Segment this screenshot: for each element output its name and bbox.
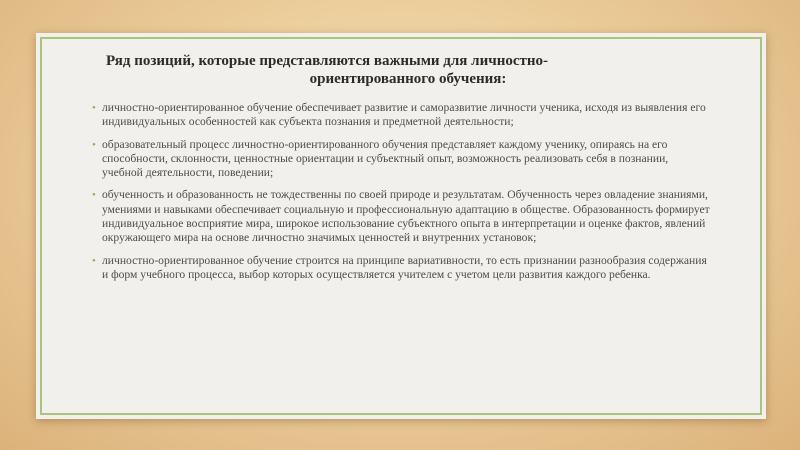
bullet-icon: • <box>92 102 96 114</box>
slide-title <box>106 52 710 88</box>
bullet-item <box>94 188 710 245</box>
slide-title-line-1: Ряд позиций, которые представляются важными для личностно- <box>106 53 548 69</box>
slide-content <box>94 52 710 290</box>
bullet-list <box>94 101 710 282</box>
bullet-text: образовательный процесс личностно-ориентированного обучения представляет каждому ученику, опираясь на его способности, склонности, ценностные ориентации и субъектный опыт, возможность реализовать себя в познании, учебной деятельности, поведении; <box>102 137 669 180</box>
bullet-icon: • <box>92 254 96 267</box>
bullet-text: личностно-ориентированное обучение обеспечивает развитие и саморазвитие личности ученика, исходя из выявления его индивидуальных особенностей как субъекта познания и предметной деятельности; <box>102 101 706 129</box>
bullet-item <box>94 138 710 181</box>
slide-title-line-2: ориентированного обучения: <box>309 71 507 87</box>
bullet-item <box>94 254 710 283</box>
slide-card <box>36 33 766 419</box>
bullet-item <box>94 101 710 130</box>
bullet-icon: • <box>92 189 96 202</box>
bullet-icon: • <box>92 138 96 151</box>
bullet-text: обученность и образованность не тождественны по своей природе и результатам. Обученность через овладение знаниями, умениями и навыками обеспечивает социальную и профессиональную адаптацию в обществе. Образованность формирует индивидуальное восприятие мира, широкое использование субъектного опыта в интерпретации и оценке фактов, явлений окружающего мира на основе личностно значимых ценностей и внутренних установок; <box>102 188 710 245</box>
bullet-text: личностно-ориентированное обучение строится на принципе вариативности, то есть признании разнообразия содержания и форм учебного процесса, выбор которых осуществляется учителем с учетом цели развития каждого ребенка. <box>102 253 707 281</box>
